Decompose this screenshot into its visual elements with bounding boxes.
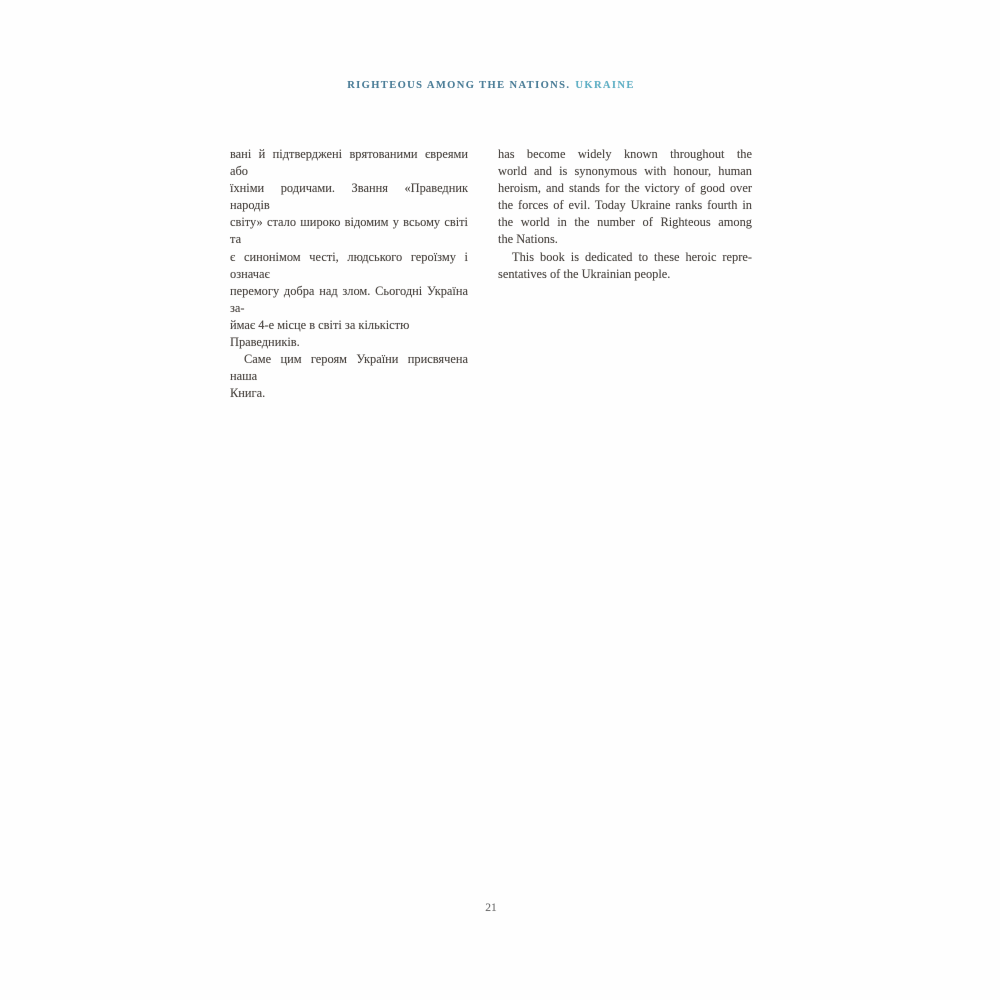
text-line: the forces of evil. Today Ukraine ranks fourth in: [498, 198, 752, 213]
running-header: [230, 80, 752, 91]
text-line: heroism, and stands for the victory of good over: [498, 181, 752, 196]
column-ukrainian-text: [230, 146, 468, 402]
column-english-text: [498, 146, 752, 402]
text-line: sentatives of the Ukrainian people.: [498, 266, 671, 281]
text-line: the Nations.: [498, 232, 558, 247]
running-header-title: RIGHTEOUS AMONG THE NATIONS.: [347, 80, 571, 91]
page-number: 21: [485, 902, 497, 914]
text-line: the world in the number of Righteous among: [498, 215, 752, 230]
text-line: світу» стало широко відомим у всьому світі та: [230, 215, 468, 247]
text-line: Книга.: [230, 386, 266, 401]
text-line: Саме цим героям України присвячена наша: [230, 352, 468, 384]
text-line: є синонімом честі, людського героїзму і означає: [230, 249, 468, 281]
text-line: This book is dedicated to these heroic repre-: [512, 249, 752, 264]
text-line: has become widely known throughout the: [498, 147, 752, 161]
text-line: вані й підтверджені врятованими євреями або: [230, 147, 468, 179]
text-columns: [230, 146, 752, 402]
text-line: world and is synonymous with honour, human: [498, 164, 752, 179]
text-line: ймає 4-е місце в світі за кількістю Праведників.: [230, 317, 410, 350]
text-line: перемогу добра над злом. Сьогодні Україна за-: [230, 283, 468, 315]
text-line: їхніми родичами. Звання «Праведник народів: [230, 181, 468, 213]
running-header-subtitle: UKRAINE: [575, 80, 635, 91]
